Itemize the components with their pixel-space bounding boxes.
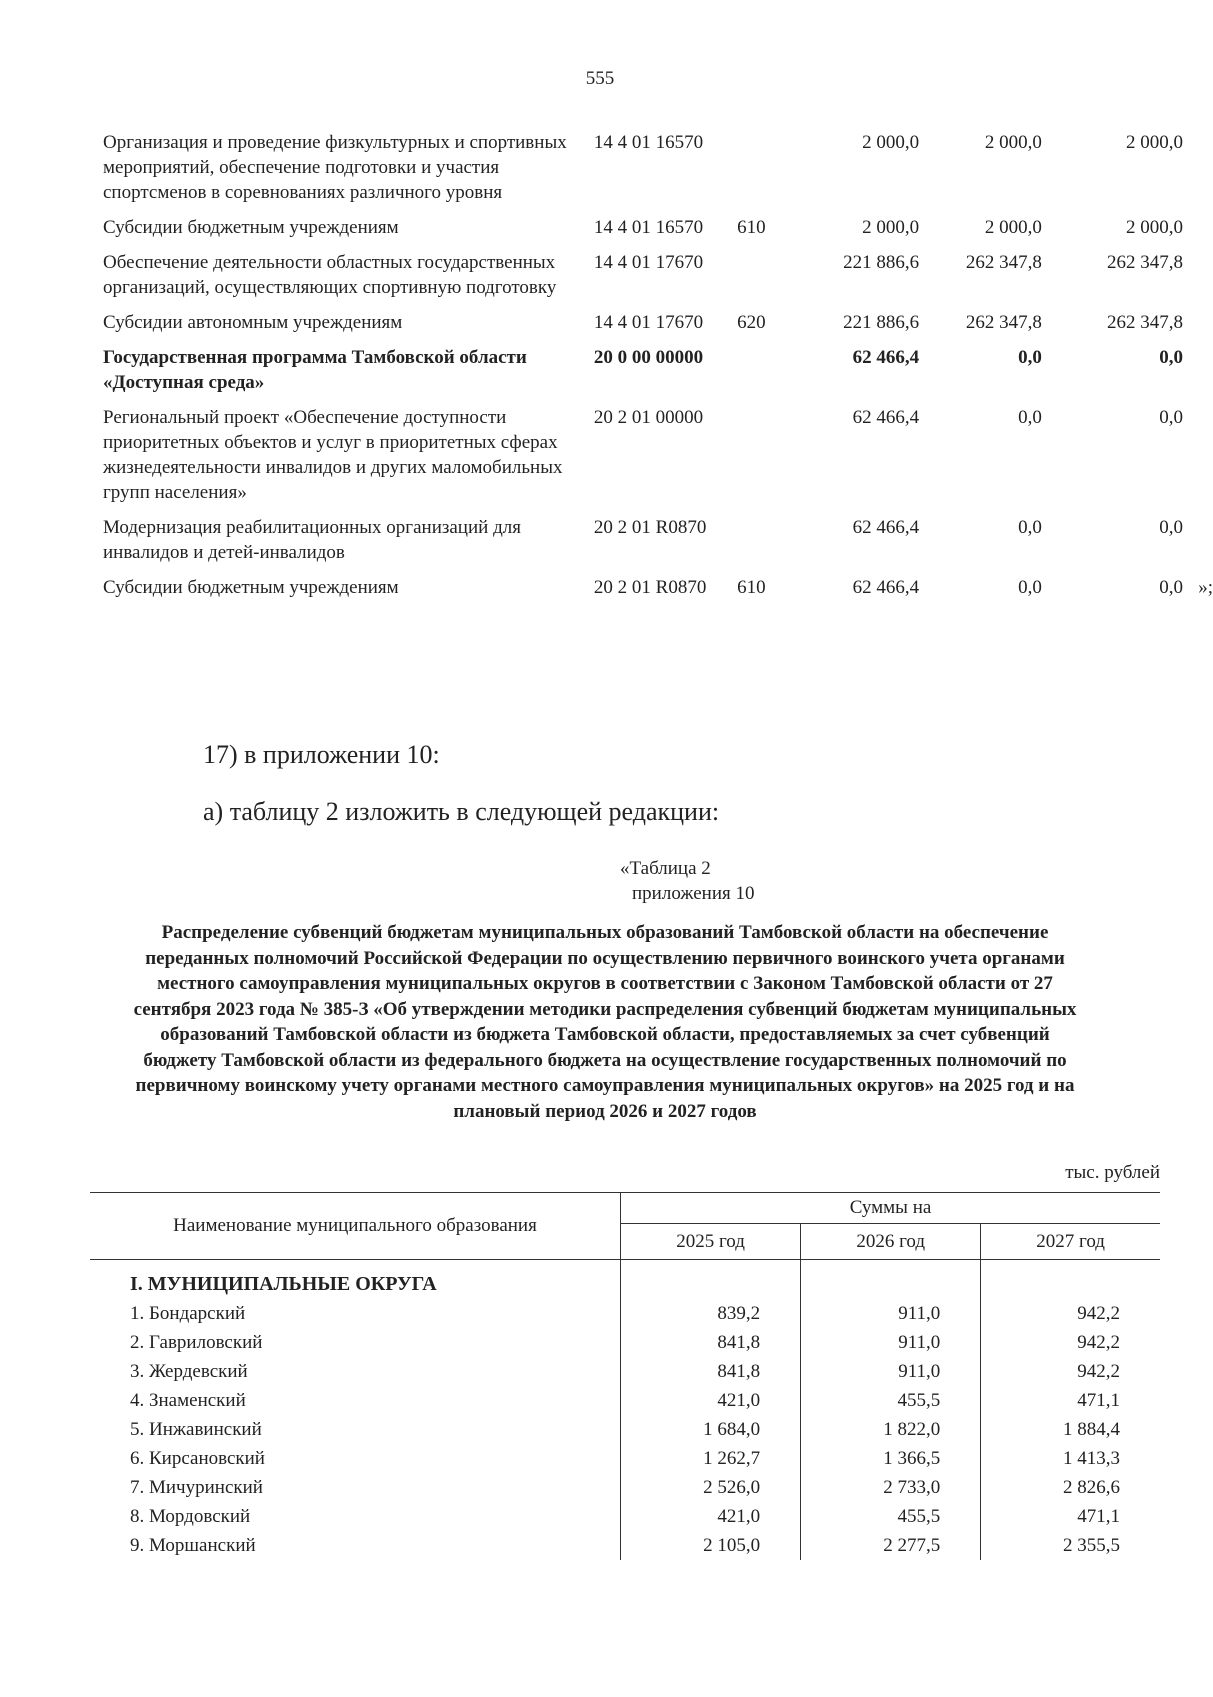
table-row xyxy=(90,1502,1160,1531)
value-2025: 839,2 xyxy=(621,1299,801,1328)
row-vr: 610 xyxy=(737,217,766,238)
value-2027: 2 355,5 xyxy=(981,1531,1160,1560)
row-code: 14 4 01 16570 xyxy=(593,217,704,238)
header-year-2026: 2026 год xyxy=(801,1224,981,1260)
row-value-2025: 2 000,0 xyxy=(862,217,920,238)
row-value-2025: 2 000,0 xyxy=(862,132,920,153)
subvention-table xyxy=(90,1192,1160,1560)
row-value-2026: 262 347,8 xyxy=(965,312,1042,333)
row-value-2027: 2 000,0 xyxy=(1126,132,1183,153)
row-name: Региональный проект «Обеспечение доступности приоритетных объектов и услуг в приоритетных сферах жизнедеятельности инвалидов и других маломобильных групп населения» xyxy=(103,407,563,503)
value-2027: 942,2 xyxy=(981,1357,1160,1386)
header-sums: Суммы на xyxy=(621,1193,1161,1224)
row-value-2025: 62 466,4 xyxy=(852,407,920,428)
row-value-2026: 0,0 xyxy=(1018,517,1042,538)
table-row xyxy=(103,310,1183,345)
row-value-2025: 62 466,4 xyxy=(852,577,920,598)
row-value-2027: 0,0 xyxy=(1159,347,1183,368)
table-heading: Распределение субвенций бюджетам муниципальных образований Тамбовской области на обеспечение переданных полномочий Российской Федерации по осуществлению первичного воинского учета органами местного самоуправления муниципальных округов в соответствии с Законом Тамбовской области от 27 сентября 2023 года № 385-З «Об утверждении методики распределения субвенций бюджетам муниципальных образований Тамбовской области из бюджета Тамбовской области, предоставляемых за счет субвенций бюджету Тамбовской области из федерального бюджета на осуществление государственных полномочий по первичному воинскому учету органами местного самоуправления муниципальных округов» на 2025 год и на плановый период 2026 и 2027 годов xyxy=(133,922,1077,1122)
table-row xyxy=(90,1328,1160,1357)
row-value-2027: 0,0 xyxy=(1159,407,1183,428)
paragraph-a: а) таблицу 2 изложить в следующей редакции: xyxy=(203,797,720,826)
row-code: 20 2 01 R0870 xyxy=(593,577,707,598)
row-name: Обеспечение деятельности областных государственных организаций, осуществляющих спортивную подготовку xyxy=(103,252,557,298)
row-code: 14 4 01 16570 xyxy=(593,132,704,153)
value-2025: 1 262,7 xyxy=(621,1444,801,1473)
municipality-name: 6. Кирсановский xyxy=(130,1448,265,1469)
units-label: тыс. рублей xyxy=(1065,1162,1160,1183)
value-2025: 421,0 xyxy=(621,1502,801,1531)
value-2027: 942,2 xyxy=(981,1328,1160,1357)
row-value-2027: 262 347,8 xyxy=(1107,312,1183,333)
table-row xyxy=(103,515,1183,575)
page-number: 555 xyxy=(585,68,615,89)
table-row-program xyxy=(103,345,1183,405)
row-value-2025: 62 466,4 xyxy=(852,347,920,368)
table-row xyxy=(90,1473,1160,1502)
row-value-2026: 2 000,0 xyxy=(984,217,1042,238)
row-value-2027-text: 0,0 xyxy=(1159,577,1183,598)
table-row xyxy=(103,250,1183,310)
value-2026: 2 733,0 xyxy=(801,1473,981,1502)
value-2026: 911,0 xyxy=(801,1299,981,1328)
municipality-name: 5. Инжавинский xyxy=(130,1419,262,1440)
row-vr: 610 xyxy=(737,577,766,598)
municipality-name: 8. Мордовский xyxy=(130,1506,251,1527)
row-vr xyxy=(737,345,796,405)
value-2027: 1 413,3 xyxy=(981,1444,1160,1473)
row-name: Модернизация реабилитационных организаций для инвалидов и детей-инвалидов xyxy=(103,517,521,563)
table-reference xyxy=(620,856,754,906)
row-code: 14 4 01 17670 xyxy=(593,312,704,333)
table-row xyxy=(103,575,1183,610)
table-row xyxy=(90,1386,1160,1415)
row-code: 20 2 01 R0870 xyxy=(593,517,707,538)
table-row xyxy=(90,1531,1160,1560)
row-value-2026: 0,0 xyxy=(1018,577,1042,598)
value-2025: 841,8 xyxy=(621,1357,801,1386)
municipality-name: 1. Бондарский xyxy=(130,1303,246,1324)
budget-table xyxy=(103,130,1213,610)
value-2027: 2 826,6 xyxy=(981,1473,1160,1502)
closing-quote: »; xyxy=(1198,577,1213,598)
municipality-name: 7. Мичуринский xyxy=(130,1477,263,1498)
row-name: Субсидии бюджетным учреждениям xyxy=(103,577,399,598)
value-2026: 455,5 xyxy=(801,1502,981,1531)
municipality-name: 4. Знаменский xyxy=(130,1390,246,1411)
row-value-2027: 0,0 xyxy=(1159,517,1183,538)
value-2027: 1 884,4 xyxy=(981,1415,1160,1444)
paragraph-17: 17) в приложении 10: xyxy=(203,740,440,769)
table-row xyxy=(90,1299,1160,1328)
value-2026: 911,0 xyxy=(801,1357,981,1386)
value-2027: 471,1 xyxy=(981,1386,1160,1415)
row-name: Субсидии автономным учреждениям xyxy=(103,312,403,333)
row-value-2026: 0,0 xyxy=(1018,407,1042,428)
row-vr xyxy=(737,515,796,575)
table-row xyxy=(90,1444,1160,1473)
table-row xyxy=(90,1415,1160,1444)
row-value-2025: 221 886,6 xyxy=(843,312,920,333)
table-row xyxy=(103,130,1183,215)
row-vr xyxy=(737,405,796,515)
municipality-name: 3. Жердевский xyxy=(130,1361,248,1382)
header-year-2027: 2027 год xyxy=(981,1224,1160,1260)
row-vr xyxy=(737,250,796,310)
value-2027: 471,1 xyxy=(981,1502,1160,1531)
table-reference-line2: приложения 10 xyxy=(632,883,755,904)
row-code: 14 4 01 17670 xyxy=(593,252,704,273)
row-name: Государственная программа Тамбовской области «Доступная среда» xyxy=(103,347,527,393)
row-value-2026: 2 000,0 xyxy=(984,132,1042,153)
row-value-2026: 0,0 xyxy=(1018,347,1042,368)
section-row xyxy=(90,1260,1160,1300)
value-2025: 421,0 xyxy=(621,1386,801,1415)
table-row xyxy=(103,215,1183,250)
value-2026: 2 277,5 xyxy=(801,1531,981,1560)
header-year-2025: 2025 год xyxy=(621,1224,801,1260)
value-2025: 2 526,0 xyxy=(621,1473,801,1502)
value-2025: 841,8 xyxy=(621,1328,801,1357)
row-value-2026: 262 347,8 xyxy=(965,252,1042,273)
table-row xyxy=(90,1357,1160,1386)
municipality-name: 9. Моршанский xyxy=(130,1535,256,1556)
row-name: Организация и проведение физкультурных и спортивных мероприятий, обеспечение подготовки и участия спортсменов в соревнованиях различного уровня xyxy=(103,132,567,203)
row-value-2027: 262 347,8 xyxy=(1107,252,1183,273)
value-2026: 1 366,5 xyxy=(801,1444,981,1473)
row-value-2025: 62 466,4 xyxy=(852,517,920,538)
row-value-2027: 2 000,0 xyxy=(1126,217,1183,238)
value-2027: 942,2 xyxy=(981,1299,1160,1328)
row-code: 20 2 01 00000 xyxy=(593,407,704,428)
value-2025: 1 684,0 xyxy=(621,1415,801,1444)
row-vr xyxy=(737,130,796,215)
table-row xyxy=(103,405,1183,515)
row-value-2027 xyxy=(1042,575,1213,610)
row-vr: 620 xyxy=(737,312,766,333)
section-title: I. МУНИЦИПАЛЬНЫЕ ОКРУГА xyxy=(130,1273,437,1295)
row-code: 20 0 00 00000 xyxy=(593,347,704,368)
table-reference-line1: «Таблица 2 xyxy=(620,858,711,879)
value-2025: 2 105,0 xyxy=(621,1531,801,1560)
value-2026: 911,0 xyxy=(801,1328,981,1357)
value-2026: 455,5 xyxy=(801,1386,981,1415)
municipality-name: 2. Гавриловский xyxy=(130,1332,263,1353)
row-name: Субсидии бюджетным учреждениям xyxy=(103,217,399,238)
row-value-2025: 221 886,6 xyxy=(843,252,920,273)
header-name: Наименование муниципального образования xyxy=(90,1193,621,1260)
value-2026: 1 822,0 xyxy=(801,1415,981,1444)
